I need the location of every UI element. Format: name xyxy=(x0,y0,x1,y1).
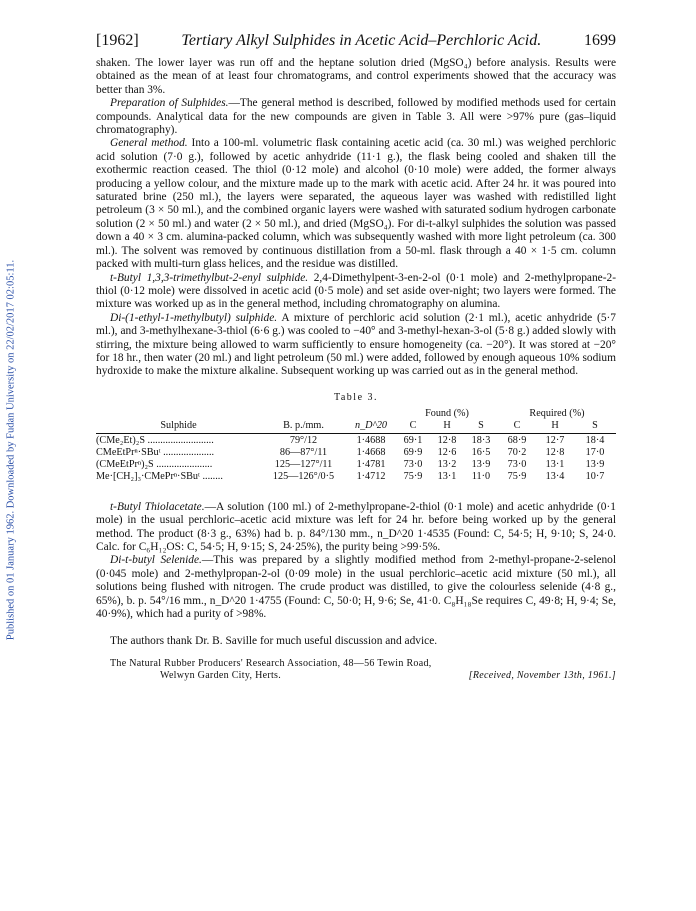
data-table xyxy=(96,408,616,483)
paper-page xyxy=(96,32,616,682)
table-cell: 11·0 xyxy=(471,470,491,482)
table-cell: 17·0 xyxy=(585,446,605,458)
download-side-note-text: Published on 01 January 1962. Downloaded by Fudan University on 22/02/2017 02:05:11. xyxy=(5,259,17,641)
header-page-number: 1699 xyxy=(583,32,616,49)
col-header: n_D^20 xyxy=(354,419,388,431)
table-cell: 13·1 xyxy=(545,458,565,470)
affiliation-block xyxy=(96,658,616,682)
table-cell: 69·9 xyxy=(403,446,423,458)
received-date: [Received, November 13th, 1961.] xyxy=(468,669,616,681)
paragraph-di-ethylmethylbutyl xyxy=(96,312,616,379)
affiliation-line-2: Welwyn Garden City, Herts. xyxy=(160,669,282,681)
acknowledgement: The authors thank Dr. B. Saville for much useful discussion and advice. xyxy=(110,635,438,648)
table-cell: 86—87°/11 xyxy=(279,446,328,458)
group-required: Required (%) xyxy=(529,407,585,419)
paragraph-analysis: shaken. The lower layer was run off and the heptane solution dried (MgSO₄) before analysis. Results were obtained as the mean of at least four chromatograms, and control experiments showed that the accuracy was better than 3%. xyxy=(96,57,616,96)
table-cell: 16·5 xyxy=(471,446,491,458)
header-title: Tertiary Alkyl Sulphides in Acetic Acid–Perchloric Acid. xyxy=(181,32,542,49)
table-cell: CMeEtPrⁿ·SBuᵗ .................... xyxy=(96,446,215,458)
table-cell: 12·8 xyxy=(437,434,457,446)
table-cell: Me·[CH₂]₃·CMePrⁿ·SBuᵗ ........ xyxy=(96,470,223,482)
table-row xyxy=(96,471,616,483)
table-cell: 18·4 xyxy=(585,434,605,446)
col-header: H xyxy=(443,419,451,431)
table-row xyxy=(96,459,616,471)
table-cell: 75·9 xyxy=(507,470,527,482)
heading-di-ethylmethylbutyl: Di-(1-ethyl-1-methylbutyl) sulphide. xyxy=(110,311,278,324)
col-header: Sulphide xyxy=(160,419,197,431)
affiliation-line-1: The Natural Rubber Producers' Research Association, 48—56 Tewin Road, xyxy=(110,657,432,669)
affiliation-row-2 xyxy=(110,670,616,682)
table-cell: 12·6 xyxy=(437,446,457,458)
paragraph-general-method-body: Into a 100-ml. volumetric flask containing acetic acid (ca. 30 ml.) was weighed perchloric acid solution (7·0 g.), followed by acetic anhydride (11·1 g.), the flask being cooled and shaken till the exothermic reaction ceased. The thiol (0·12 mole) and alcohol (0·10 mole) were added, the former always producing a yellow colour, and the mixture made up to the mark with acetic acid. After 24 hr. it was poured into saturated brine (250 ml.), the layers were separated, the aqueous layer was washed with redistilled light petroleum (3 × 50 ml.), and the combined organic layers were washed with saturated sodium hydrogen carbonate solution (2 × 50 ml.) and water (2 × 50 ml.), and dried (MgSO₄). For di-t-alkyl sulphides the solution was passed down a 40 × 3 cm. alumina-packed column, which was subsequently washed with more light petroleum (ca. 300 ml.). The solvent was removed by continuous distillation from a 50-ml. flask through a 40 × 1·5 cm. column packed with multi-turn glass helices, and the residue was distilled. xyxy=(96,137,616,271)
table-cell: 1·4712 xyxy=(356,470,386,482)
header-year: [1962] xyxy=(96,32,139,49)
table-cell: 13·1 xyxy=(437,470,457,482)
download-side-note xyxy=(2,0,20,911)
table-cell: 12·7 xyxy=(545,434,565,446)
table-row xyxy=(96,435,616,447)
col-header: B. p./mm. xyxy=(283,419,324,431)
paragraph-thiolacetate-body: —A solution (100 ml.) of 2-methylpropane-2-thiol (0·1 mole) and acetic anhydride (0·1 mole) in the usual perchloric–acetic acid mixture was left for 24 hr. before being worked up by the general method. The product (8·3 g., 63%) had b. p. 84°/130 mm., n_D^20 1·4535 (Found: C, 54·5; H, 9·10; S, 24·0. Calc. for C₆H₁₂OS: C, 54·5; H, 9·15; S, 24·25%), the purity being >99·5%. xyxy=(96,500,616,553)
table-cell: 79°/12 xyxy=(289,434,318,446)
table-row xyxy=(96,447,616,459)
table-cell: (CMeEtPrⁿ)₂S ...................... xyxy=(96,458,213,470)
heading-preparation: Preparation of Sulphides. xyxy=(110,97,229,110)
paragraph-preparation xyxy=(96,97,616,137)
table-cell: 13·9 xyxy=(471,458,491,470)
paragraph-butyl-sulphide xyxy=(96,272,616,312)
table-cell: 73·0 xyxy=(507,458,527,470)
table-cell: 75·9 xyxy=(403,470,423,482)
table-cell: 70·2 xyxy=(507,446,527,458)
heading-butyl-sulphide: t-Butyl 1,3,3-trimethylbut-2-enyl sulphide. xyxy=(110,271,309,284)
heading-general-method: General method. xyxy=(110,137,188,150)
group-found: Found (%) xyxy=(425,407,469,419)
table-cell: 1·4781 xyxy=(356,458,386,470)
table-cell: 13·9 xyxy=(585,458,605,470)
table-cell: 13·4 xyxy=(545,470,565,482)
table-group-header xyxy=(96,408,616,420)
table-cell: 125—126°/0·5 xyxy=(272,470,335,482)
paragraph-thiolacetate xyxy=(96,501,616,555)
table-cell: 68·9 xyxy=(507,434,527,446)
table-cell: 18·3 xyxy=(471,434,491,446)
paragraph-di-ethylmethylbutyl-body: A mixture of perchloric acid solution (2·1 ml.), acetic anhydride (5·7 ml.), and 3-methylhexane-3-thiol (6·6 g.) was cooled to −40° and 3-methyl-hexan-3-ol (5·8 g.) added slowly with stirring, the mixture being allowed to warm sufficiently to ensure homogeneity (ca. −20°). It was stored at −20° for 18 hr., then water (20 ml.) and light petroleum (50 ml.) were added, followed by enough aqueous 10% sodium hydroxide to make the mixture alkaline. Subsequent working up was carried out as in the general method. xyxy=(96,311,617,378)
paragraph-preparation-body: —The general method is described, followed by modified methods used for certain compounds. Analytical data for the new compounds are given in Table 3. All were >97% pure (gas–liquid chromatography). xyxy=(96,97,616,137)
table-header-row xyxy=(96,420,616,434)
table-cell: 69·1 xyxy=(403,434,423,446)
table-cell: 125—127°/11 xyxy=(274,458,333,470)
heading-selenide: Di-t-butyl Selenide. xyxy=(110,554,202,567)
table-cell: 73·0 xyxy=(403,458,423,470)
col-header: C xyxy=(409,419,417,431)
running-header xyxy=(96,32,616,50)
paragraph-butyl-sulphide-body: 2,4-Dimethylpent-3-en-2-ol (0·1 mole) and 2-methylpropane-2-thiol (0·12 mole) were dissolved in acetic acid (0·5 mole) and set aside over-night; two layers were formed. The mixture was worked up as in the general method, including chromatography on alumina. xyxy=(96,271,616,311)
table-cell: 1·4688 xyxy=(356,434,386,446)
table-cell: 12·8 xyxy=(545,446,565,458)
col-header: H xyxy=(551,419,559,431)
table-cell: 10·7 xyxy=(585,470,605,482)
table-cell: 13·2 xyxy=(437,458,457,470)
table-caption: Table 3. xyxy=(333,391,379,403)
heading-thiolacetate: t-Butyl Thiolacetate. xyxy=(110,500,205,513)
table-cell: (CMe₂Et)₂S .......................... xyxy=(96,434,214,446)
col-header: S xyxy=(592,419,598,431)
col-header: C xyxy=(513,419,521,431)
col-header: S xyxy=(478,419,484,431)
paragraph-selenide xyxy=(96,554,616,621)
paragraph-general-method xyxy=(96,137,616,271)
paragraph-selenide-body: —This was prepared by a slightly modified method from 2-methyl-propane-2-selenol (0·045 mole) and 2-methylpropan-2-ol (0·09 mole) in the usual perchloric–acetic acid mixture (50 ml.), all solutions being flushed with nitrogen. The crude product was distilled, to give the colourless selenide (4·8 g., 65%), b. p. 54°/16 mm., n_D^20 1·4755 (Found: C, 50·0; H, 9·6; Se, 41·0. C₈H₁₈Se requires C, 49·8; H, 9·4; Se, 40·9%), which had a purity of >98%. xyxy=(96,554,616,620)
table-cell: 1·4668 xyxy=(356,446,386,458)
